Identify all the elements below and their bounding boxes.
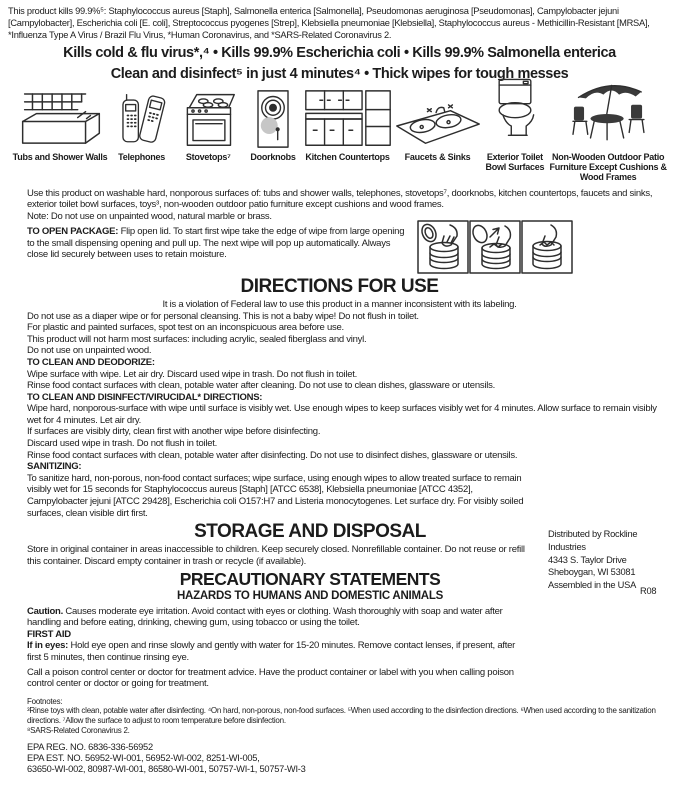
disinfect-title: TO CLEAN AND DISINFECT/VIRUCIDAL* DIRECTIONS: <box>27 391 263 403</box>
use-surfaces-note: Note: Do not use on unpainted wood, natural marble or brass. <box>27 210 272 222</box>
epa-est-numbers-line2: 63650-WI-002, 80987-WI-001, 86580-WI-001, 50757-WI-1, 50757-WI-3 <box>27 764 306 775</box>
doorknob-icon <box>250 91 296 149</box>
kitchen-countertops-icon <box>302 91 394 149</box>
surface-label: Non-Wooden Outdoor Patio Furniture Except Cushions & Wood Frames <box>549 152 667 183</box>
open-package-step3-icon <box>521 220 573 274</box>
disinfect-line: If surfaces are visibly dirty, clean first with another wipe before disinfecting. <box>27 426 321 438</box>
surface-item-kitchen-countertops <box>303 91 393 162</box>
caution-label: Caution. <box>27 605 63 617</box>
sanitizing-text: To sanitize hard, non-porous, non-food contact surfaces; wipe surface, using enough wipes to allow treated surface to remain visibly wet for 15 seconds for Staphylococcus aureus [Staph] [ATCC 6538], Klebsiella pneumoniae [ATCC 4352], Campylobacter jejuni [ATCC 29428], Escherichia coli O157:H7 and Listeria monocytogenes. Let surface dry. For visibly soiled surfaces, clean visible dirt first. <box>27 472 524 519</box>
surface-item-patio-furniture <box>547 91 669 182</box>
telephones-icon <box>114 91 170 149</box>
surface-item-faucets-sinks <box>393 91 483 162</box>
assembled-in: Assembled in the USA <box>548 580 637 591</box>
headline-claims-line2: Clean and disinfect⁵ in just 4 minutes⁴ • Thick wipes for tough messes <box>110 66 569 83</box>
open-package-step2-icon <box>469 220 521 274</box>
revision-code: R08 <box>640 586 657 596</box>
patio-furniture-icon <box>563 91 653 149</box>
disinfect-line: Wipe hard, nonporous-surface with wipe until surface is visibly wet. Use enough wipes to keep surfaces visibly wet for 4 minutes. Allow surface to remain visibly wet for 4 minutes. Let air dry. <box>27 403 657 426</box>
epa-est-numbers-line1: EPA EST. NO. 56952-WI-001, 56952-WI-002, 8251-WI-005, <box>27 753 260 763</box>
hazards-subheading: HAZARDS TO HUMANS AND DOMESTIC ANIMALS <box>176 590 444 603</box>
distributor-city: Sheboygan, WI 53081 <box>548 567 636 578</box>
stovetop-icon <box>175 91 241 149</box>
kills-organisms-list: This product kills 99.9%⁵: Staphylococcus aureus [Staph], Salmonella enterica [Salmonella], Pseudomonas aeruginosa [Pseudomonas], Campylobacter jejuni [Campylobacter], Escherichia coli [E. coli], Streptococcus pyogenes [Strep], Klebsiella pneumoniae [Klebsiella], Staphylococcus aureus - Methicillin-Resistant [MRSA], *Influenza Type A Virus / Brazil Flu Virus, *Human Coronavirus, and *SARS-Related Coronavirus 2. <box>8 6 650 41</box>
disinfect-line: Discard used wipe in trash. Do not flush in toilet. <box>27 438 218 450</box>
storage-text: Store in original container in areas inaccessible to children. Keep securely closed. Nonrefillable container. Do not reuse or refill this container. Discard empty container in trash or recycle (if available). <box>27 544 525 567</box>
footnotes-title: Footnotes: <box>27 696 63 706</box>
deodorize-title: TO CLEAN AND DEODORIZE: <box>27 357 155 369</box>
epa-reg-number: EPA REG. NO. 6836-336-56952 <box>27 741 153 752</box>
surface-item-stovetops <box>173 91 244 162</box>
surface-label: Telephones <box>118 152 165 163</box>
footnotes-block <box>27 697 671 736</box>
directions-line: This product will not harm most surfaces: including acrylic, sealed fiberglass and vinyl. <box>27 333 367 345</box>
open-package-illustration <box>417 220 573 274</box>
disinfect-line: Rinse food contact surfaces with clean, potable water after disinfecting. Do not use to disinfect dishes, glassware or utensils. <box>27 449 518 461</box>
open-package-section <box>27 226 671 274</box>
headline-claims-line1: Kills cold & flu virus*,⁴ • Kills 99.9% Escherichia coli • Kills 99.9% Salmonella enterica <box>63 45 616 62</box>
surface-label: Exterior Toilet Bowl Surfaces <box>485 152 545 173</box>
surface-label: Kitchen Countertops <box>305 152 390 163</box>
directions-line: Do not use on unpainted wood. <box>27 345 152 357</box>
surface-label: Doorknobs <box>250 152 296 163</box>
if-in-eyes-text: Hold eye open and rinse slowly and gently with water for 15-20 minutes. Remove contact lenses, if present, after first 5 minutes, then continue rinsing eye. <box>27 640 516 663</box>
surface-item-tubs <box>10 91 110 162</box>
toilet-icon <box>488 91 542 149</box>
surface-label: Tubs and Shower Walls <box>12 152 108 163</box>
storage-heading: STORAGE AND DISPOSAL <box>194 521 426 543</box>
caution-text: Causes moderate eye irritation. Avoid contact with eyes or clothing. Wash thoroughly with soap and water after handling and before eating, drinking, chewing gum, using tobacco or using the toilet. <box>27 605 503 629</box>
deodorize-line: Rinse food contact surfaces with clean, potable water after cleaning. Do not use to clean dishes, glassware or utensils. <box>27 380 495 392</box>
faucets-sinks-icon <box>392 91 484 149</box>
directions-heading: DIRECTIONS FOR USE <box>240 276 439 298</box>
violation-statement: It is a violation of Federal law to use this product in a manner inconsistent with its labeling. <box>162 299 517 311</box>
footnotes-text: ³Rinse toys with clean, potable water after disinfecting. ⁴On hard, non-porous, non-food surfaces. ⁵When used according to the disinfection directions. ⁶When used according to the sanitization directions. ⁷Allow the surface to adjust to room temperature before disinfection. <box>27 706 656 726</box>
first-aid-title: FIRST AID <box>27 628 71 640</box>
surface-label: Stovetops⁷ <box>185 152 231 163</box>
deodorize-line: Wipe surface with wipe. Let air dry. Discard used wipe in trash. Do not flush in toilet. <box>27 368 358 380</box>
distributor-name: Distributed by Rockline Industries <box>548 529 638 552</box>
open-package-text: Flip open lid. To start first wipe take the edge of wipe from large opening to the small dispensing opening and pull up. The next wipe will pop up automatically. Always close lid securely between uses to retain moisture. <box>27 226 405 261</box>
surface-label: Faucets & Sinks <box>404 152 471 163</box>
precautionary-heading: PRECAUTIONARY STATEMENTS <box>179 569 441 590</box>
bathtub-icon <box>13 91 107 149</box>
open-package-step1-icon <box>417 220 469 274</box>
use-surfaces-text: Use this product on washable hard, nonporous surfaces of: tubs and shower walls, telephones, stovetops⁷, doorknobs, kitchen countertops, faucets and sinks, exterior toilet bowl surfaces, toys³, non-wooden outdoor patio furniture except cushions and wood frames. <box>27 187 653 211</box>
sanitizing-title: SANITIZING: <box>27 461 82 473</box>
distributor-block <box>548 528 673 592</box>
if-in-eyes-label: If in eyes: <box>27 640 69 652</box>
directions-line: For plastic and painted surfaces, spot test on an inconspicuous area before use. <box>27 322 344 334</box>
poison-control-text: Call a poison control center or doctor for treatment advice. Have the product container or label with you when calling poison control center or doctor or going for treatment. <box>27 666 514 690</box>
open-package-title: TO OPEN PACKAGE: <box>27 226 119 238</box>
surface-item-telephones <box>110 91 173 162</box>
surface-item-toilet <box>483 91 548 172</box>
epa-block <box>27 742 671 776</box>
distributor-street: 4343 S. Taylor Drive <box>548 554 627 565</box>
footnotes-last-line: ⁸SARS-Related Coronavirus 2. <box>27 725 130 735</box>
approved-surfaces-icon-row <box>0 87 679 182</box>
surface-item-doorknobs <box>244 91 303 162</box>
directions-line: Do not use as a diaper wipe or for personal cleansing. This is not a baby wipe! Do not flush in toilet. <box>27 310 419 322</box>
